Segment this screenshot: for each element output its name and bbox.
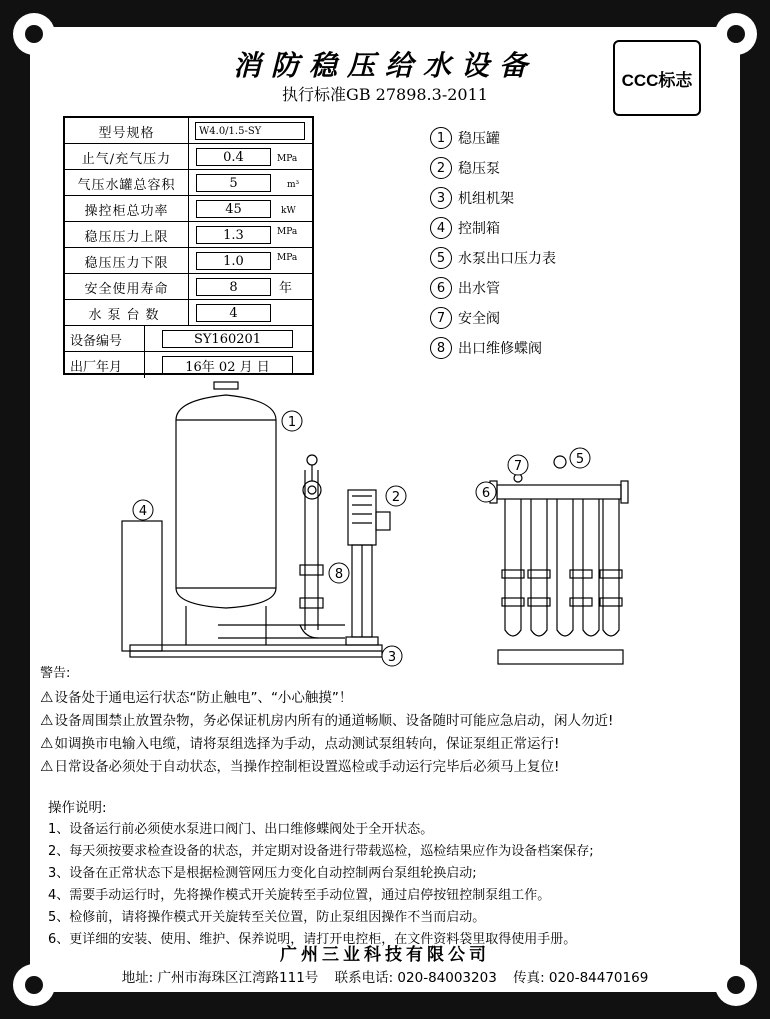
operation-item: 6、更详细的安装、使用、维护、保养说明，请打开电控柜，在文件资料袋里取得使用手册。 xyxy=(48,932,577,947)
standard-text: 执行标准GB 27898.3-2011 xyxy=(282,85,488,104)
tank-body xyxy=(176,395,276,608)
tank-top-flange xyxy=(214,382,238,389)
operation-item: 5、检修前，请将操作模式开关旋转至关位置，防止泵组因操作不当而启动。 xyxy=(48,910,486,925)
spec-label: 安全使用寿命 xyxy=(65,274,189,300)
spec-label: 型号规格 xyxy=(65,118,189,144)
spec-value: 5 xyxy=(196,174,271,192)
callout-2 xyxy=(386,486,406,506)
spec-value: 8 xyxy=(196,278,271,296)
operation-item: 1、设备运行前必须使水泵进口阀门、出口维修蝶阀处于全开状态。 xyxy=(48,822,434,837)
legend-number: 8 xyxy=(430,337,452,359)
spec-unit: MPa xyxy=(277,227,298,237)
spec-unit: MPa xyxy=(277,154,298,164)
legend-text: 水泵出口压力表 xyxy=(458,251,556,267)
date-value: 16年 02 月 日 xyxy=(162,356,293,374)
address-text: 地址: 广州市海珠区江湾路111号 xyxy=(121,970,319,986)
spec-value: 4 xyxy=(196,304,271,322)
callout-label: 5 xyxy=(575,452,585,467)
spec-unit: m³ xyxy=(287,180,300,190)
spec-label: 气压水罐总容积 xyxy=(65,170,189,196)
spec-value: 45 xyxy=(196,200,271,218)
legend-number: 1 xyxy=(430,127,452,149)
spec-label: 止气/充气压力 xyxy=(65,144,189,170)
warning-line xyxy=(40,755,559,775)
callout-6 xyxy=(476,482,496,502)
date-label: 出厂年月 xyxy=(65,352,145,378)
legend-number: 3 xyxy=(430,187,452,209)
spec-unit: kW xyxy=(281,206,296,216)
spec-label: 稳压压力下限 xyxy=(65,248,189,274)
warning-title: 警告: xyxy=(40,666,71,681)
warning-line xyxy=(40,709,613,729)
gauge-right xyxy=(554,456,566,468)
operation-item: 2、每天须按要求检查设备的状态，并定期对设备进行带载巡检，巡检结果应作为设备档案保存; xyxy=(48,844,594,859)
spec-value: 1.3 xyxy=(196,226,271,244)
legend-number: 5 xyxy=(430,247,452,269)
spec-label: 操控柜总功率 xyxy=(65,196,189,222)
warning-line xyxy=(40,732,559,752)
operation-item: 3、设备在正常状态下是根据检测管网压力变化自动控制两台泵组轮换启动; xyxy=(48,866,477,881)
spec-label: 稳压压力上限 xyxy=(65,222,189,248)
callout-5 xyxy=(570,448,590,468)
phone-text: 联系电话: 020-84003203 xyxy=(334,970,497,986)
operations-title: 操作说明: xyxy=(48,800,107,816)
callout-label: 8 xyxy=(334,567,344,582)
legend-text: 控制箱 xyxy=(458,221,500,237)
callout-3 xyxy=(382,646,402,666)
pump-motor xyxy=(348,490,376,545)
callout-label: 7 xyxy=(513,459,523,474)
callout-label: 3 xyxy=(387,650,397,665)
manifold-base xyxy=(498,650,623,664)
spec-value: 1.0 xyxy=(196,252,271,270)
legend-number: 7 xyxy=(430,307,452,329)
spec-value: 0.4 xyxy=(196,148,271,166)
legend-number: 4 xyxy=(430,217,452,239)
company-name: 广州三业科技有限公司 xyxy=(280,945,490,965)
ccc-mark-box: CCC标志 xyxy=(613,40,701,116)
callout-label: 2 xyxy=(391,490,401,505)
legend-text: 稳压罐 xyxy=(458,131,500,147)
warning-line xyxy=(40,686,352,706)
callout-7 xyxy=(508,455,528,475)
control-box xyxy=(122,521,162,651)
legend-text: 稳压泵 xyxy=(458,161,500,177)
callout-4 xyxy=(133,500,153,520)
spec-value: W4.0/1.5-SY xyxy=(195,122,305,140)
warning-icon: ⚠ xyxy=(40,734,54,752)
spec-label: 水泵台数 xyxy=(65,300,189,326)
warning-text: 设备周围禁止放置杂物，务必保证机房内所有的通道畅顺、设备随时可能应急启动，闲人勿近! xyxy=(54,713,614,729)
warning-text: 如调换市电输入电缆，请将泵组选择为手动，点动测试泵组转向，保证泵组正常运行! xyxy=(54,736,560,752)
page-title: 消防稳压给水设备 xyxy=(232,49,537,82)
callout-8 xyxy=(329,563,349,583)
fax-text: 传真: 020-84470169 xyxy=(513,970,649,986)
callout-label: 4 xyxy=(138,504,148,519)
callout-1 xyxy=(282,411,302,431)
callout-label: 1 xyxy=(287,415,297,430)
serial-label: 设备编号 xyxy=(65,326,145,352)
warning-icon: ⚠ xyxy=(40,711,54,729)
legend-text: 出口维修蝶阀 xyxy=(458,341,542,357)
operation-item: 4、需要手动运行时，先将操作模式开关旋转至手动位置，通过启停按钮控制泵组工作。 xyxy=(48,888,551,903)
butterfly-valve xyxy=(300,565,323,575)
legend-number: 6 xyxy=(430,277,452,299)
spec-unit: 年 xyxy=(279,281,293,296)
spec-unit: MPa xyxy=(277,253,298,263)
warning-text: 设备处于通电运行状态“防止触电”、“小心触摸”！ xyxy=(54,690,353,706)
legend-text: 出水管 xyxy=(458,281,500,297)
warning-icon: ⚠ xyxy=(40,757,54,775)
legend-number: 2 xyxy=(430,157,452,179)
warning-icon: ⚠ xyxy=(40,688,54,706)
warning-text: 日常设备必须处于自动状态，当操作控制柜设置巡检或手动运行完毕后必须马上复位! xyxy=(54,759,560,775)
legend-text: 机组机架 xyxy=(458,191,514,207)
manifold-header xyxy=(497,485,621,499)
manifold-branches xyxy=(502,499,622,636)
contact-line xyxy=(0,966,770,986)
serial-value: SY160201 xyxy=(162,330,293,348)
legend-text: 安全阀 xyxy=(458,311,500,327)
callout-label: 6 xyxy=(481,486,491,501)
